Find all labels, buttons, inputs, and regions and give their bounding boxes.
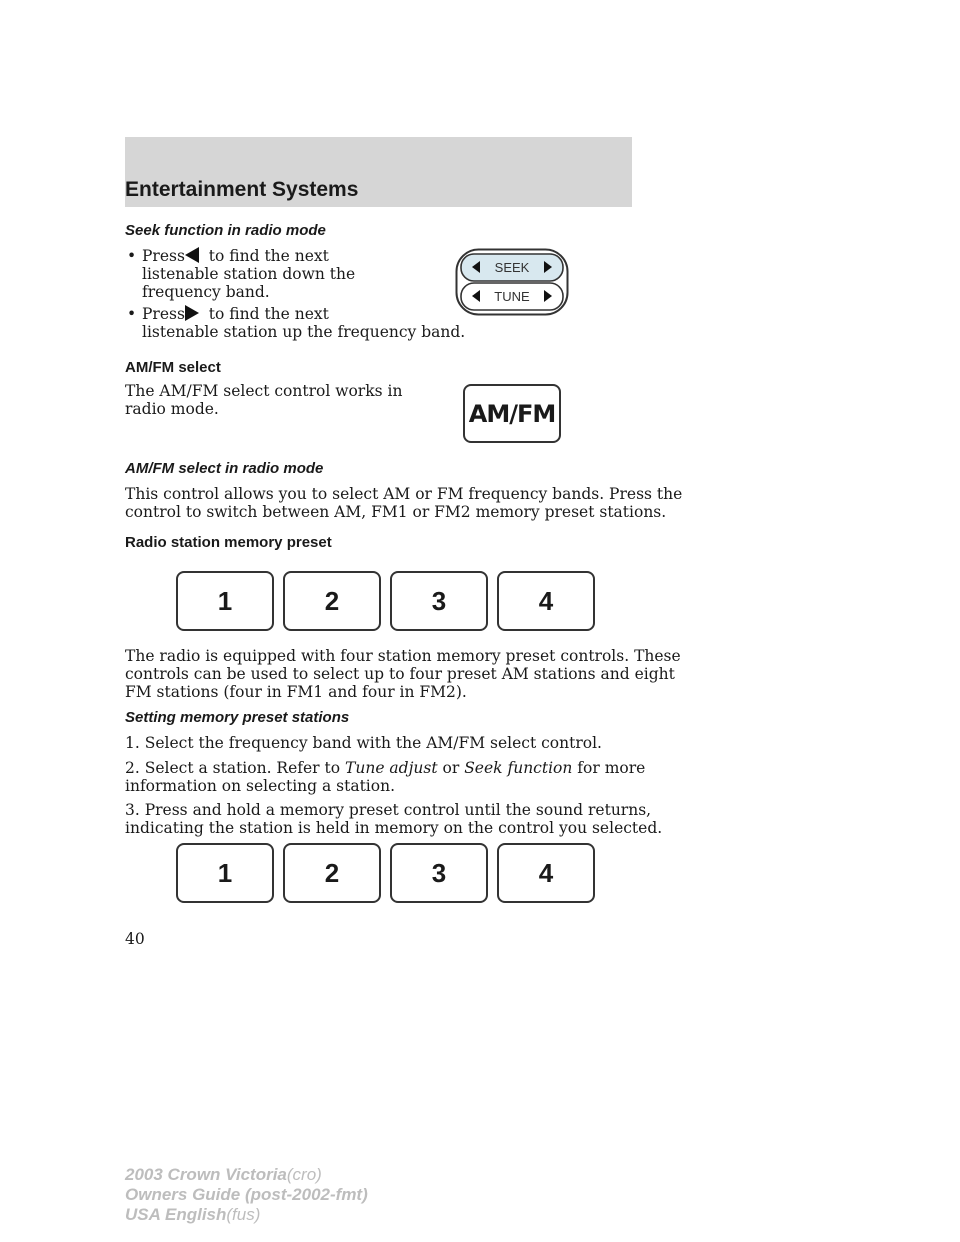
amfm-radio-heading: AM/FM select in radio mode [125,460,324,477]
amfm-description: The AM/FM select control works in radio mode. [125,382,403,418]
setting-step-1: 1. Select the frequency band with the AM/FM select control. [125,734,602,752]
page-number: 40 [125,930,145,948]
setting-step-3: 3. Press and hold a memory preset control until the sound returns, indicating the station is held in memory on the control you selected. [125,801,663,837]
preset-button-2: 2 [283,843,381,903]
document-footer: 2003 Crown Victoria(cro) Owners Guide (post-2002-fmt) USA English(fus) [125,1165,368,1224]
preset-heading: Radio station memory preset [125,534,332,551]
seek-heading: Seek function in radio mode [125,222,326,239]
seek-tune-control [455,248,569,316]
amfm-radio-description: This control allows you to select AM or FM frequency bands. Press the control to switch between AM, FM1 or FM2 memory preset stations. [125,485,683,521]
amfm-heading: AM/FM select [125,359,221,376]
preset-buttons-row-2 [176,843,594,901]
preset-button-3: 3 [390,571,488,631]
section-header-band [125,137,632,207]
preset-description: The radio is equipped with four station memory preset controls. These controls can be used to select up to four preset AM stations and eight FM stations (four in FM1 and four in FM2). [125,647,681,701]
bullet-icon: • [127,305,137,323]
seek-right-arrow-icon [185,305,199,321]
setting-heading: Setting memory preset stations [125,709,350,726]
preset-button-3: 3 [390,843,488,903]
preset-button-4: 4 [497,843,595,903]
seek-label: SEEK [494,260,530,275]
preset-button-1: 1 [176,843,274,903]
tune-label: TUNE [494,289,530,304]
preset-buttons-row-1 [176,571,594,629]
setting-step-2: 2. Select a station. Refer to Tune adjust or Seek function for more information on selecting a station. [125,759,646,795]
preset-button-1: 1 [176,571,274,631]
amfm-button: AM/FM [463,384,561,443]
section-title: Entertainment Systems [125,178,359,201]
bullet-icon: • [127,247,137,265]
preset-button-4: 4 [497,571,595,631]
preset-button-2: 2 [283,571,381,631]
seek-left-arrow-icon [185,247,199,263]
